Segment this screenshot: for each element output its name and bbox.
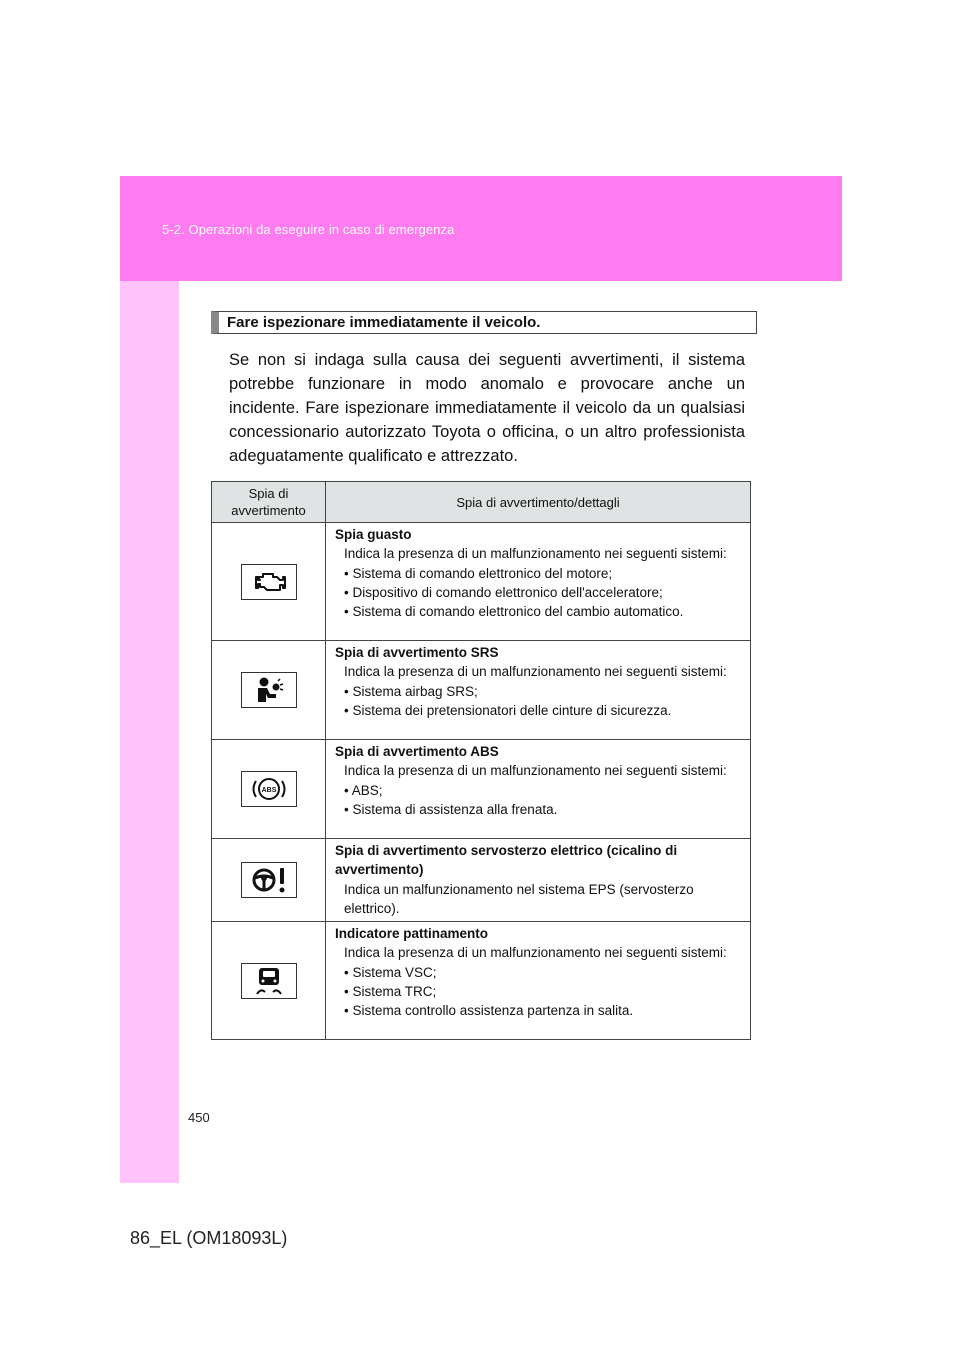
abs-icon <box>241 771 297 807</box>
table-row <box>212 641 751 740</box>
section-label: 5-2. Operazioni da eseguire in caso di emergenza <box>162 222 455 237</box>
row-description: Indica la presenza di un malfunzionamento nei seguenti sistemi: <box>344 546 727 562</box>
row-title: Spia guasto <box>335 527 412 542</box>
row-title: Spia di avvertimento ABS <box>335 744 499 759</box>
row-title: Indicatore pattinamento <box>335 926 489 942</box>
column-header-light: Spia di avvertimento <box>212 482 326 523</box>
table-row <box>212 740 751 839</box>
row-detail: • Sistema controllo assistenza partenza in salita. <box>344 1003 634 1019</box>
details-cell <box>326 839 751 922</box>
details-cell <box>326 523 751 641</box>
row-detail: • Dispositivo di comando elettronico dell'acceleratore; <box>344 584 663 600</box>
engine-icon <box>241 564 297 600</box>
column-header-details: Spia di avvertimento/dettagli <box>326 482 751 523</box>
row-description: Indica la presenza di un malfunzionamento nei seguenti sistemi: <box>344 763 727 779</box>
row-detail: • Sistema dei pretensionatori delle cinture di sicurezza. <box>344 702 672 718</box>
warning-lights-table <box>211 481 751 1040</box>
section-heading <box>211 311 757 334</box>
details-cell <box>326 740 751 839</box>
intro-paragraph: Se non si indaga sulla causa dei seguenti avvertimenti, il sistema potrebbe funzionare in modo anomalo e provocare anche un incidente. Fare ispezionare immediatamente il veicolo da un qualsiasi concessionario autorizzato Toyota o officina, o un altro professionista adeguatamente qualificato e attrezzato. <box>229 351 745 465</box>
table-row <box>212 839 751 922</box>
icon-cell <box>212 922 326 1040</box>
eps-warning-icon <box>241 862 297 898</box>
details-cell <box>326 641 751 740</box>
icon-cell <box>212 523 326 641</box>
icon-cell <box>212 839 326 922</box>
table-header-row <box>212 482 751 523</box>
abs-icon-label: ABS <box>261 787 276 794</box>
row-detail: • Sistema TRC; <box>344 984 437 1000</box>
row-detail: • Sistema di comando elettronico del cambio automatico. <box>344 604 684 620</box>
slip-indicator-icon <box>241 963 297 999</box>
row-detail: • Sistema airbag SRS; <box>344 683 478 699</box>
table-row <box>212 523 751 641</box>
row-detail: • ABS; <box>344 782 383 798</box>
icon-cell <box>212 641 326 740</box>
row-description: Indica un malfunzionamento nel sistema EPS (servosterzo elettrico). <box>344 881 694 916</box>
page-number: 450 <box>188 1110 210 1125</box>
document-code: 86_EL (OM18093L) <box>130 1228 288 1248</box>
airbag-icon <box>241 672 297 708</box>
side-band <box>120 281 179 1183</box>
row-description: Indica la presenza di un malfunzionamento nei seguenti sistemi: <box>344 945 727 961</box>
icon-cell <box>212 740 326 839</box>
row-detail: • Sistema di assistenza alla frenata. <box>344 801 558 817</box>
table-row <box>212 922 751 1040</box>
row-detail: • Sistema di comando elettronico del motore; <box>344 565 613 581</box>
row-title: Spia di avvertimento SRS <box>335 645 499 660</box>
row-title: Spia di avvertimento servosterzo elettrico (cicalino di avvertimento) <box>335 843 678 878</box>
details-cell <box>326 922 751 1040</box>
row-description: Indica la presenza di un malfunzionamento nei seguenti sistemi: <box>344 664 727 680</box>
section-heading-text: Fare ispezionare immediatamente il veicolo. <box>227 314 541 331</box>
row-detail: • Sistema VSC; <box>344 964 437 980</box>
